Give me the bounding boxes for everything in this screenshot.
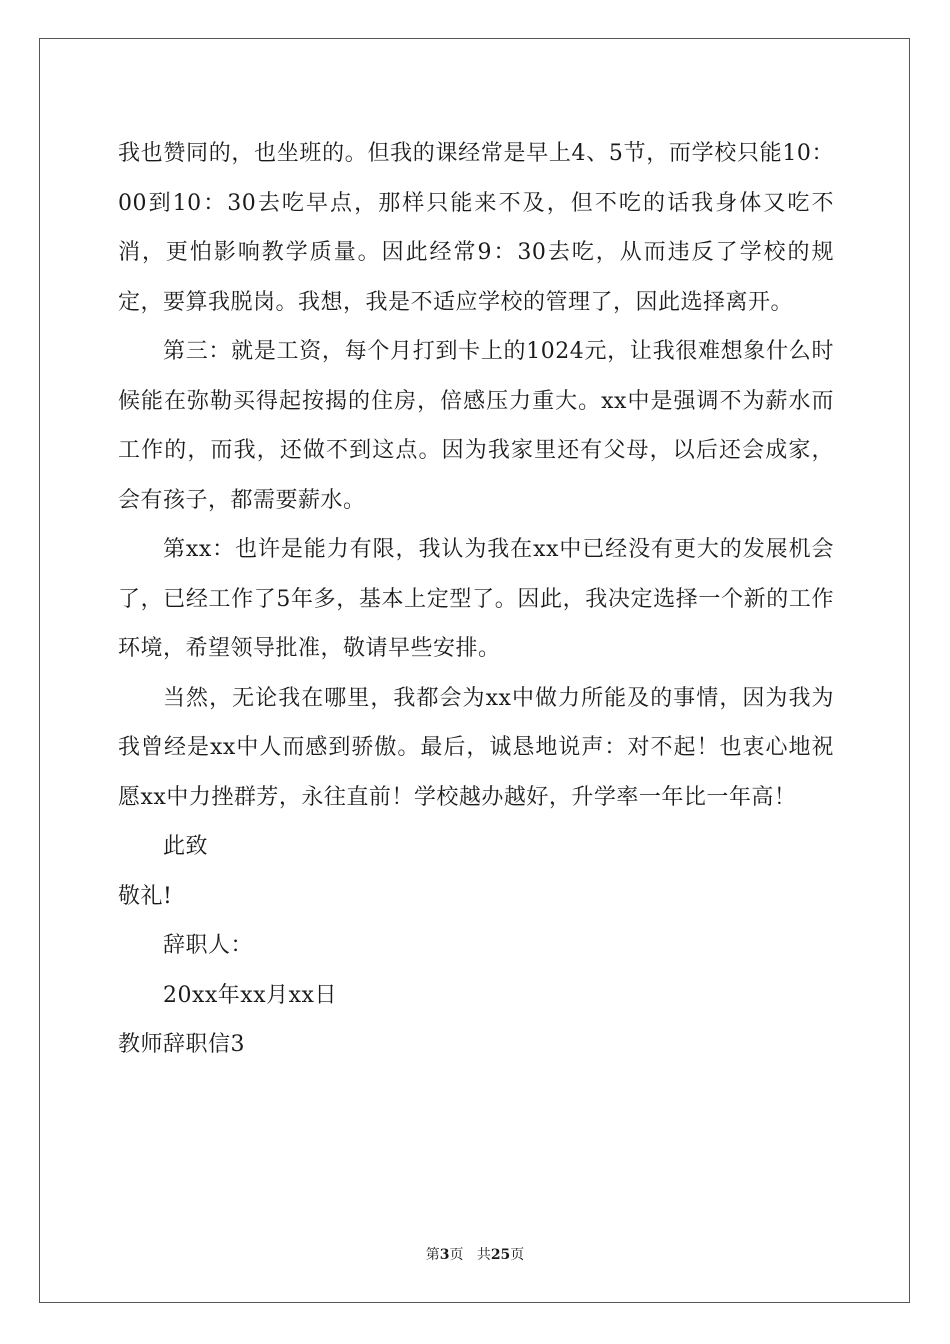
closing-phrase: 此致	[163, 834, 209, 859]
total-prefix: 共	[476, 1247, 491, 1263]
page-prefix: 第	[425, 1247, 440, 1263]
salute-line: 敬礼!	[118, 883, 173, 909]
page-number: 3	[439, 1247, 450, 1263]
total-pages: 25	[490, 1247, 511, 1263]
paragraph-development: 第xx：也许是能力有限，我认为我在xx中已经没有更大的发展机会了，已经工作了5年多，基本上定型了。因此，我决定选择一个新的工作环境，希望领导批准，敬请早些安排。	[118, 537, 834, 661]
paragraph-closing-wishes: 当然，无论我在哪里，我都会为xx中做力所能及的事情，因为我为我曾经是xx中人而感到骄傲。最后，诚恳地说声：对不起！也衷心地祝愿xx中力挫群芳，永往直前！学校越办越好，升学率一年比一年高！	[118, 685, 834, 810]
date-line: 20xx年xx月xx日	[163, 982, 337, 1008]
total-suffix: 页	[510, 1247, 525, 1263]
signature-label: 辞职人：	[163, 933, 254, 958]
page-footer	[0, 1245, 950, 1265]
paragraph-continuation: 我也赞同的，也坐班的。但我的课经常是早上4、5节，而学校只能10：00到10：30去吃早点，那样只能来不及，但不吃的话我身体又吃不消，更怕影响教学质量。因此经常9：30去吃，从而违反了学校的规定，要算我脱岗。我想，我是不适应学校的管理了，因此选择离开。	[118, 141, 834, 315]
next-section-title: 教师辞职信3	[118, 1032, 245, 1057]
paragraph-salary: 第三：就是工资，每个月打到卡上的1024元，让我很难想象什么时候能在弥勒买得起按揭的住房，倍感压力重大。xx中是强调不为薪水而工作的，而我，还做不到这点。因为我家里还有父母，以后还会成家，会有孩子，都需要薪水。	[118, 339, 834, 513]
document-body	[118, 129, 834, 1070]
page-suffix: 页	[449, 1247, 464, 1263]
